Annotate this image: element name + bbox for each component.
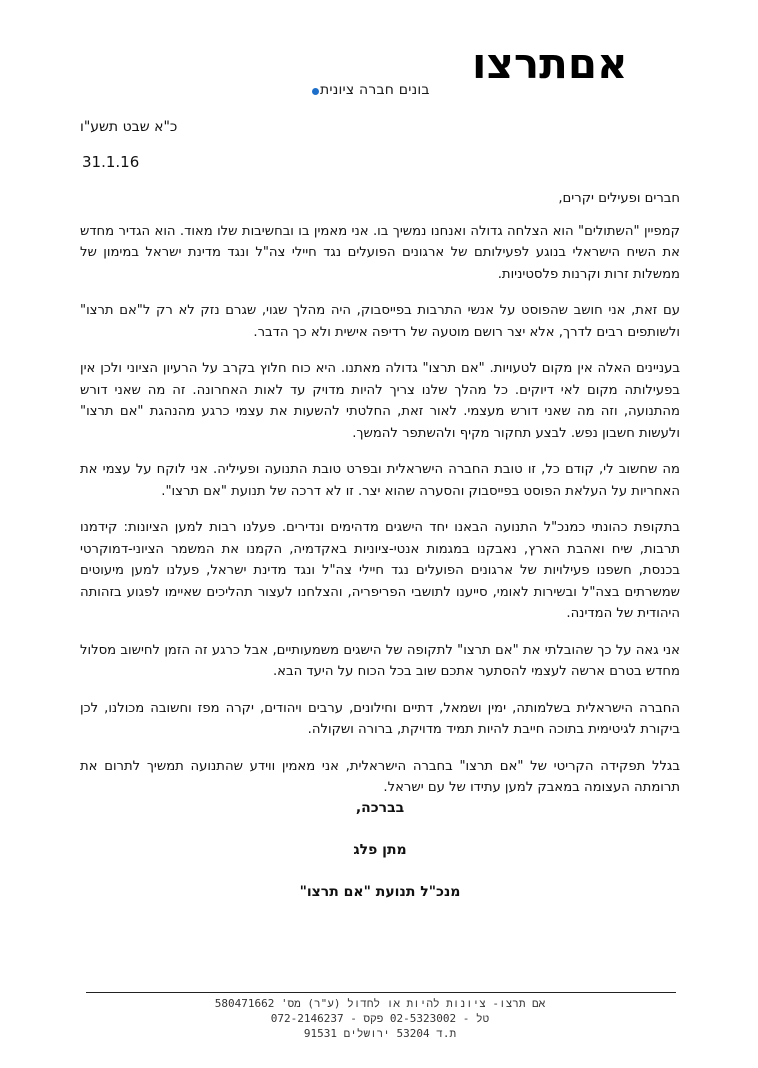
letterhead [0,38,758,100]
signer-name: מתן פלג [353,842,407,858]
footer-line-3: ת.ד 53204 ירושלים 91531 [303,1027,457,1040]
hebrew-date: כ"א שבט תשע"ו [80,119,178,135]
footer-divider [86,992,676,993]
footer [150,996,610,1041]
logo-tagline: בונים חברה ציונית [320,82,430,98]
logo-wordmark: אםתרצו [472,39,628,88]
paragraph-5: בתקופת כהונתי כמנכ"ל התנועה הבאנו יחד הישגים מדהימים ונדירים. פעלנו רבות למען הציונות: קידמנו תרבות, שיח ואהבת הארץ, נאבקנו במגמות אנטי-ציוניות באקדמיה, הקמנו את המשמר הציוני-דמוקרטי בכנסת, חשפנו פעילויות של ארגונים הפועלים נגד חיילי צה"ל ונגד מדינת ישראל, פעלנו למען מיעוטים שמשרתים בצה"ל ובשירות לאומי, סייענו לתושבי הפריפריה, והצלחנו לעצור תהליכים שאיימו לפגוע בזהותה היהודית של המדינה. [80,520,680,621]
gregorian-date: 31.1.16 [82,153,140,171]
footer-line-1: אם תרצו- ציונות להיות או לחדול (ע"ר) מס' 580471662 [214,997,546,1010]
organization-logo [312,38,628,100]
paragraph-1: קמפיין "השתולים" הוא הצלחה גדולה ואנחנו נמשיך בו. אני מאמין בו ובחשיבות שלו מאוד. הוא הגדיר מחדש את השיח הישראלי בנוגע לפעילותם של ארגונים הפועלים נגד חיילי צה"ל ונגד מדינת ישראל במימון של ממשלות זרות וקרנות פלסטיניות. [80,223,680,282]
paragraph-3: בעניינים האלה אין מקום לטעויות. "אם תרצו" גדולה מאתנו. היא כוח חלוץ בקרב על הרעיון הציוני ולכן אין בפעילותה מקום לאי דיוקים. כל מהלך שלנו צריך להיות מדויק עד לאות האחרונה. זה מה שאני דורש מהתנועה, וזה מה שאני דורש מעצמי. לאור זאת, החלטתי להשעות את עצמי כרגע מהנהגת "אם תרצו" ולעשות חשבון נפש. לבצע תחקור מקיף ולהשתפר להמשך. [80,361,680,441]
signature-block [80,800,680,926]
paragraph-4: מה שחשוב לי, קודם כל, זו טובת החברה הישראלית ובפרט טובת התנועה ופעיליה. אני לוקח על עצמי את האחריות על העלאת הפוסט בפייסבוק והסערה שהוא יצר. זו לא דרכה של תנועת "אם תרצו". [80,462,680,499]
footer-line-2: טל - 02-5323002 פקס - 072-2146237 [270,1012,490,1025]
paragraph-8: בגלל תפקידה הקריטי של "אם תרצו" בחברה הישראלית, אני מאמין ווידע שהתנועה תמשיך לתרום את תרומתה העצומה במאבק למען עתידו של עם ישראל. [80,758,680,795]
logo-dot-icon [312,88,319,95]
salutation: חברים ופעילים יקרים, [558,191,680,206]
paragraph-6: אני גאה על כך שהובלתי את "אם תרצו" לתקופה של הישגים משמעותיים, אבל כרגע זה הזמן לחישוב מסלול מחדש בטרם ארשה לעצמי להסתער אתכם שוב בכל הכוח על היעד הבא. [80,642,680,679]
paragraph-7: החברה הישראלית בשלמותה, ימין ושמאל, דתיים וחילונים, ערבים ויהודים, יקרה מפז וחשובה מכולנו, לכן ביקורת לגיטימית בתוכה חייבת להיות תמיד מדויקת, ברורה ושקולה. [80,700,680,737]
closing: בברכה, [355,800,405,816]
letter-body [80,188,680,814]
paragraph-2: עם זאת, אני חושב שהפוסט על אנשי התרבות בפייסבוק, היה מהלך שגוי, שגרם נזק לא רק ל"אם תרצו" ולשותפים רבים לדרך, אלא יצר רושם מוטעה של רדיפה אישית ולא כך הדבר. [80,303,680,340]
signer-title: מנכ"ל תנועת "אם תרצו" [299,884,461,900]
logo-mark [312,38,628,88]
